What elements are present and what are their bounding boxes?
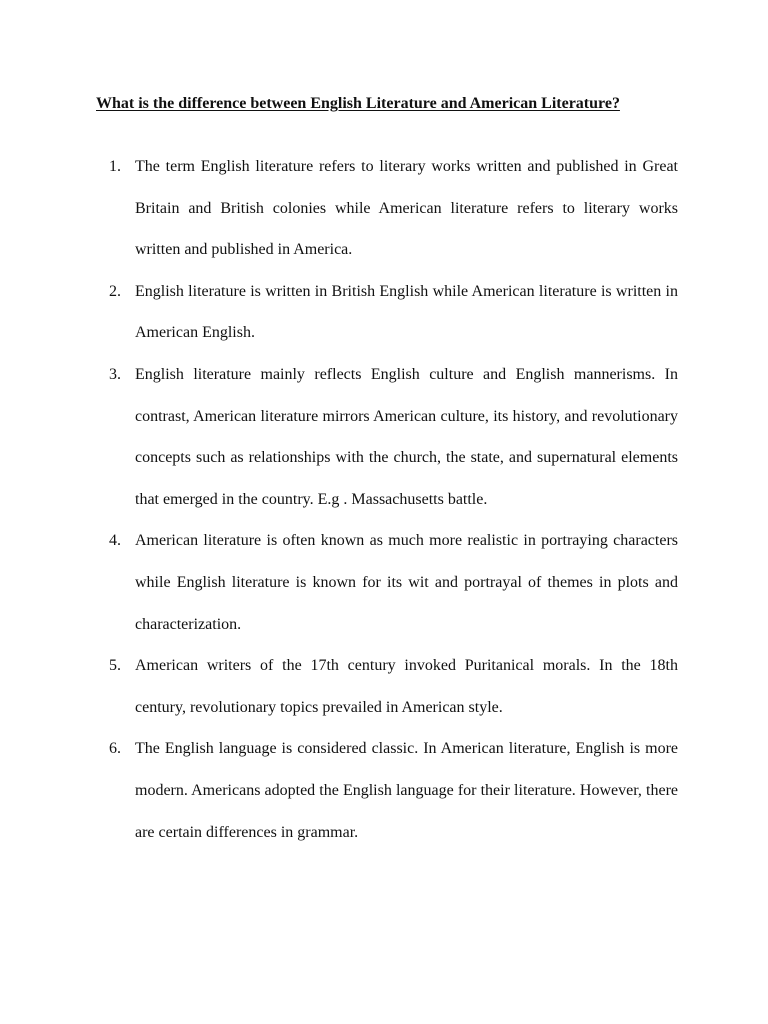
list-item-number: 1. xyxy=(109,158,121,175)
list-item-number: 3. xyxy=(109,365,121,383)
list-item-number: 6. xyxy=(109,740,121,758)
list-item xyxy=(0,271,768,354)
list-item xyxy=(0,520,768,645)
page-title: What is the difference between English Literature and American Literature? xyxy=(96,95,620,112)
list-item-text: American literature is often known as much more realistic in portraying characters while English literature is known for its wit and portrayal of themes in plots and characterization. xyxy=(135,532,678,633)
list-item xyxy=(0,354,768,520)
list-item-text: The term English literature refers to literary works written and published in Great Britain and British colonies while American literature refers to literary works written and published in America. xyxy=(135,158,678,259)
list-item xyxy=(0,645,768,728)
list-item-number: 2. xyxy=(109,282,121,300)
list-item-text: English literature is written in British English while American literature is written in American English. xyxy=(135,282,678,342)
list-item-text: American writers of the 17th century invoked Puritanical morals. In the 18th century, revolutionary topics prevailed in American style. xyxy=(135,657,678,716)
list-item-text: English literature mainly reflects English culture and English mannerisms. In contrast, American literature mirrors American culture, its history, and revolutionary concepts such as relationships with the church, the state, and supernatural elements that emerged in the country. E.g . Massachusetts battle. xyxy=(135,365,678,508)
list-item-text: The English language is considered classic. In American literature, English is more modern. Americans adopted the English language for their literature. However, there are certain differences in grammar. xyxy=(135,740,678,841)
list-item-number: 4. xyxy=(109,532,121,550)
difference-list xyxy=(0,146,768,853)
list-item xyxy=(0,728,768,853)
list-item-number: 5. xyxy=(109,657,121,675)
list-item xyxy=(0,146,768,271)
